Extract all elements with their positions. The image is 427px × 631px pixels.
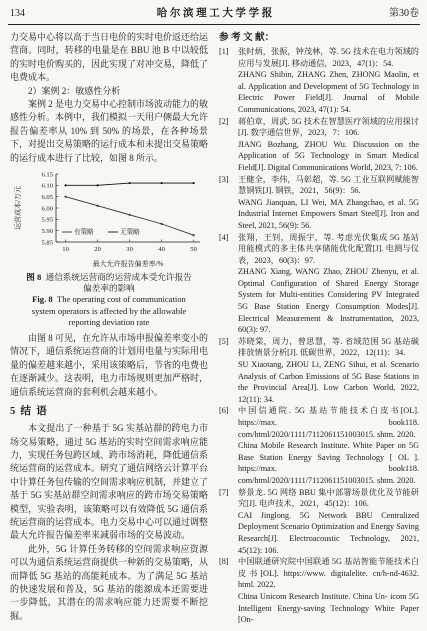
reference-text-zh: 苏晓棠，周力，曾思慧，等. 省域范围 5G 基站碳排放情景分析[J]. 低碳世界，2022，12(11)：34.: [238, 336, 419, 358]
reference-text-zh: 王健全，李伟，马彰超，等. 5G 工业互联网赋能智慧钢铁[J]. 钢铁，2021，56(9)：56.: [238, 174, 419, 196]
data-point: [65, 184, 67, 186]
reference-number: [2]: [219, 116, 229, 126]
reference-number: [7]: [219, 487, 229, 497]
y-tick-label: 6.10: [41, 182, 53, 190]
paragraph-figure-analysis: 由图 8 可见，在允许从市场申报偏差率变小的情况下，通信系统运营商的计划用电量与实际用电量的偏差越来越小，采用该策略后，节省的电费也在逐渐减少。这表明，电力市场规则更加严格时，通信系统运营商的套利机会越来越小。: [10, 333, 208, 397]
line-chart: [10, 168, 208, 272]
left-column: [10, 31, 208, 627]
reference-item: [219, 232, 419, 336]
x-tick-label: 10: [62, 246, 69, 254]
figure-caption-text-zh: 通信系统运营商的运营成本受允许报告偏差率的影响: [45, 272, 192, 294]
reference-text-en: JIANG Bozhang, ZHOU Wu. Discussion on the Application of 5G Technology in Smart Medical Field[J]. Digital Communications World, 2023, 7: 106.: [238, 139, 419, 172]
figure-label-en: Fig. 8: [32, 294, 53, 305]
paragraph-case2: 案例 2 是电力交易中心控制市场波动能力的敏感性分析。本例中，我们模拟一天用户侧最大允许报告偏差率从 10% 到 50% 的场景，在各种场景下，对提出交易策略的运行成本和未提出交易策略的运行成本进行了比较，如图 8 所示。: [10, 99, 208, 163]
y-tick-label: 6.15: [41, 171, 53, 179]
reference-body: [238, 174, 419, 232]
reference-number: [1]: [219, 47, 229, 56]
reference-body: [238, 556, 419, 626]
reference-number: [8]: [219, 557, 229, 567]
reference-number: [6]: [219, 406, 229, 416]
references-heading: 参 考 文 献：: [219, 32, 275, 43]
reference-body: [238, 487, 419, 557]
reference-text-zh: 张翔，王钊，周振宇，等. 考虑光伏集成 5G 基站用能模式的多主体共享储能优化配置[J]. 电测与仪表，2023，60(3)：97.: [238, 232, 419, 265]
legend-label: 无策略: [120, 229, 140, 237]
reference-item: [219, 487, 419, 557]
data-point: [161, 223, 163, 225]
paragraph-conclusion-2: 此外，5G 计算任务转移的空间需求响应资源可以为通信系统运营商提供一种新的交易策略，从而降低 5G 基站的高能耗成本。为了满足 5G 基站的快速发展和普及，5G 基站的能源成本还需要进一步降低，其潜在的需求响应能力还需要不断挖掘。: [10, 543, 208, 621]
reference-text-zh: 张时炳，张振，钟茂林，等. 5G 技术在电力领域的应用与发展[J]. 移动通信，2023，47(1)：54.: [238, 47, 419, 68]
reference-text-en: WANG Jianquan, LI Wei, MA Zhangchao, et al. 5G Industrial Internet Empowers Smart Steel[J]. Iron and Steel, 2021, 56(9): 56.: [238, 197, 419, 230]
data-point: [161, 182, 163, 184]
data-point: [193, 234, 195, 236]
x-tick-label: 50: [190, 246, 197, 254]
reference-body: [238, 336, 419, 406]
reference-body: [238, 46, 419, 116]
reference-text-en: CAI Jinglong. 5G Network BBU Centralized Deployment Scenario Optimization and Energy Saving Research[J]. Electroacoustic Technology, 2021, 45(12): 106.: [238, 510, 419, 555]
reference-item: [219, 405, 419, 486]
reference-text-en: ZHANG Shibin, ZHANG Zhen, ZHONG Maolin, et al. Application and Development of 5G Technology in Electric Power Field[J]. Journal of Mobile Communications, 2023, 47(1): 54.: [238, 70, 419, 114]
figure-8-chart: [10, 168, 208, 272]
reference-number: [5]: [219, 336, 229, 346]
data-point: [97, 184, 99, 186]
reference-number: [4]: [219, 232, 229, 242]
y-axis-label: 运营成本/万元: [14, 186, 22, 231]
page-header: [10, 6, 419, 22]
journal-title: 哈 尔 滨 理 工 大 学 学 报: [156, 8, 273, 19]
x-tick-label: 20: [94, 246, 101, 254]
x-tick-label: 40: [158, 246, 165, 254]
y-tick-label: 6.00: [41, 205, 53, 213]
right-column-references: [219, 31, 419, 627]
legend-label: 有策略: [74, 229, 94, 237]
data-point: [129, 214, 131, 216]
figure-caption-zh: [22, 272, 196, 294]
reference-item: [219, 116, 419, 174]
data-point: [129, 182, 131, 184]
header-rule: [8, 24, 420, 25]
x-axis-label: 最大允许报告偏差率/%: [92, 260, 164, 269]
data-point: [97, 205, 99, 207]
figure-caption-text-en: The operating cost of communication system operators is affected by the allowable reporting deviation rate: [31, 294, 187, 327]
section-heading-conclusion: [10, 405, 208, 419]
section-title: 结 语: [20, 406, 47, 418]
reference-text-en: China Unicom Research Institute. China Un- icom 5G Intelligent Energy-saving Technology White Paper [On-: [238, 591, 419, 625]
data-point: [193, 182, 195, 184]
data-point: [65, 196, 67, 198]
paragraph-conclusion-1: 本文提出了一种基于 5G 实基站群的跨电力市场交易策略，通过 5G 基站的实时空间需求响应能力，实现任务包跨区域、跨市场消耗，降低通信系统运营商的运营成本。研究了通信网络云计算平台中计算任务包传输的空间需求响应机制，并建立了基于 5G 实基站群空间需求响应的跨市场交易策略模型，实验表明，该策略可以有效降低 5G 通信系统运营商的运营成本。电力交易中心可以通过调整最大允许报告偏差率来减弱市场的交易波动。: [10, 423, 208, 541]
page-number: 134: [10, 8, 25, 19]
case2-heading: 2）案例 2：敏感性分析: [28, 85, 121, 96]
volume-label: 第30卷: [389, 8, 419, 19]
paragraph-continued: 力交易中心将以高于当日电价的实时电价返还给运营商。同时，转移的电量是在 BBU 池 B 中以较低的实时电价购买的，因此实现了对冲交易，降低了电费成本。: [10, 32, 208, 83]
y-tick-label: 5.90: [41, 228, 53, 236]
reference-text-en: ZHANG Xiang, WANG Zhao, ZHOU Zhenyu, et al. Optimal Configuration of Shared Energy Storage System for Multi-entities Considering PV Integrated 5G Base Station Energy Consumption Modes[J]. Electrical Measurement & Instrumentation, 2023, 60(3): 97.: [238, 267, 419, 335]
reference-text-zh: 中国信通院. 5G 基站节能技术白皮书[OL]. https://max. book118. com/html/2020/1111/7112061151003015. shtm. 2020.: [238, 406, 419, 439]
reference-text-zh: 蔡景龙. 5G 网络 BBU 集中部署场景优化及节能研究[J]. 电声技术，2021，45(12)：106.: [238, 487, 419, 509]
y-tick-label: 5.85: [41, 239, 53, 247]
reference-text-en: China Mobile Research Institute. White Paper on 5G Base Station Energy Saving Technology [ OL ]. https://max. book118. com/html/2020/1111/7112061151003015. shtm. 2020.: [238, 441, 419, 485]
reference-body: [238, 405, 419, 486]
reference-item: [219, 174, 419, 232]
reference-number: [3]: [219, 174, 229, 184]
reference-body: [238, 232, 419, 336]
reference-text-en: SU Xiaotang, ZHOU Li, ZENG Sihui, et al. Scenario Analysis of Carbon Emissions of 5G Base Stations in the Provincial Area[J]. Low Carbon World, 2022, 12(11): 34.: [238, 360, 419, 404]
y-tick-label: 6.05: [41, 194, 53, 202]
reference-body: [238, 116, 419, 174]
reference-item: [219, 556, 419, 626]
section-number: 5: [10, 406, 16, 418]
reference-text-zh: 蒋伯章，周武. 5G 技术在智慧医疗领域的应用探讨[J]. 数字通信世界，2023，7：106.: [238, 116, 419, 138]
figure-caption-en: [22, 294, 196, 328]
reference-item: [219, 46, 419, 116]
reference-item: [219, 336, 419, 406]
figure-label-zh: 图 8: [26, 272, 42, 283]
reference-text-zh: 中国联通研究院中国联通 5G 基站智能节能技术白皮书[OL]. https://www. digitalelite. cn/h-nd-4632. html. 2022.: [238, 557, 419, 590]
x-tick-label: 30: [126, 246, 133, 254]
y-tick-label: 5.95: [41, 216, 53, 224]
